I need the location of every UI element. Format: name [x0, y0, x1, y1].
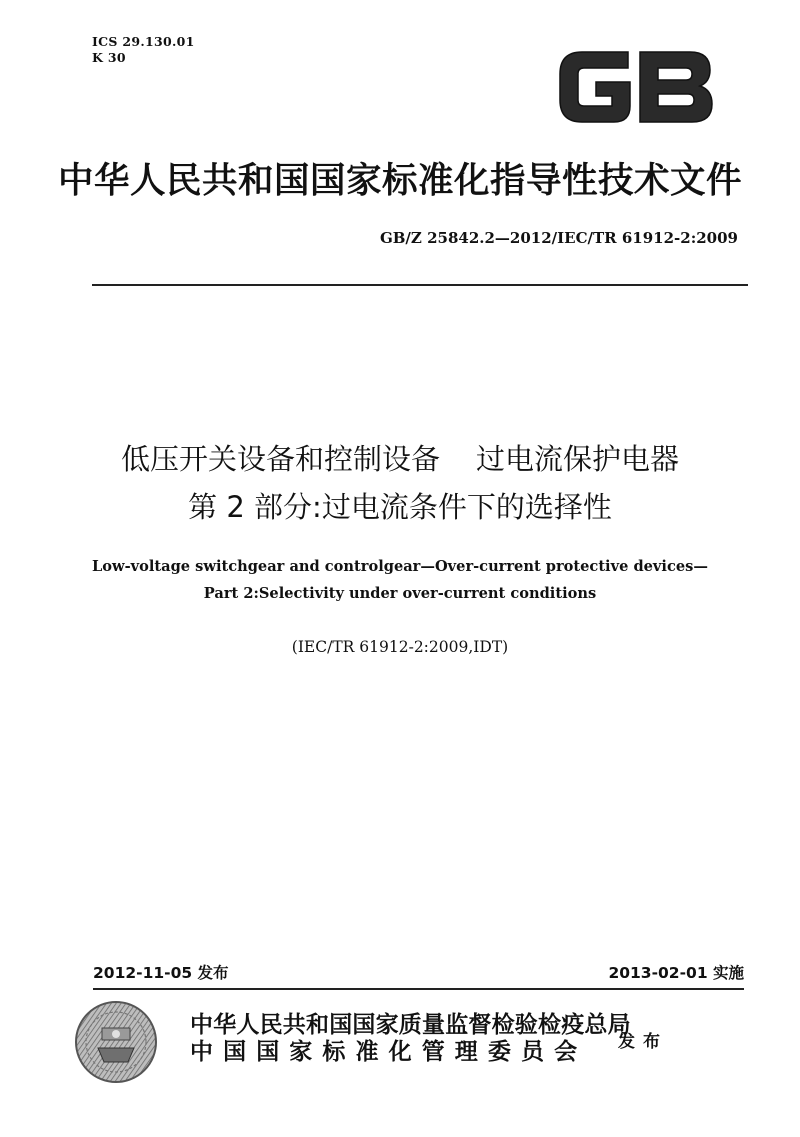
ics-code: ICS 29.130.01	[92, 34, 195, 49]
standard-number: GB/Z 25842.2—2012/IEC/TR 61912-2:2009	[379, 229, 738, 247]
title-cn-part1: 低压开关设备和控制设备	[120, 442, 440, 476]
equivalence-statement: (IEC/TR 61912-2:2009,IDT)	[291, 638, 509, 656]
title-en-line2: Part 2:Selectivity under over-current conditions	[203, 585, 597, 602]
top-divider	[92, 284, 748, 286]
issuer-aqsiq: 中华人民共和国国家质量监督检验检疫总局	[190, 1012, 631, 1038]
publication-date: 2012-11-05 发布	[93, 964, 229, 982]
title-cn-line1	[0, 437, 800, 478]
gb-logo-icon	[552, 42, 718, 132]
title-en-line1: Low-voltage switchgear and controlgear—Over-current protective devices—	[92, 558, 708, 575]
ccs-code: K 30	[92, 50, 126, 65]
release-label: 发布	[618, 1032, 668, 1052]
issuing-authorities	[190, 1012, 631, 1066]
bottom-divider	[93, 988, 744, 990]
anti-counterfeit-seal-icon	[74, 1000, 158, 1084]
title-cn-line2: 第 2 部分:过电流条件下的选择性	[188, 490, 612, 524]
title-cn-part2: 过电流保护电器	[476, 442, 680, 476]
implementation-date: 2013-02-01 实施	[608, 964, 744, 982]
document-type-heading: 中华人民共和国国家标准化指导性技术文件	[57, 160, 742, 201]
classification-codes	[92, 34, 195, 66]
issuer-sac: 中国国家标准化管理委员会	[190, 1039, 588, 1065]
